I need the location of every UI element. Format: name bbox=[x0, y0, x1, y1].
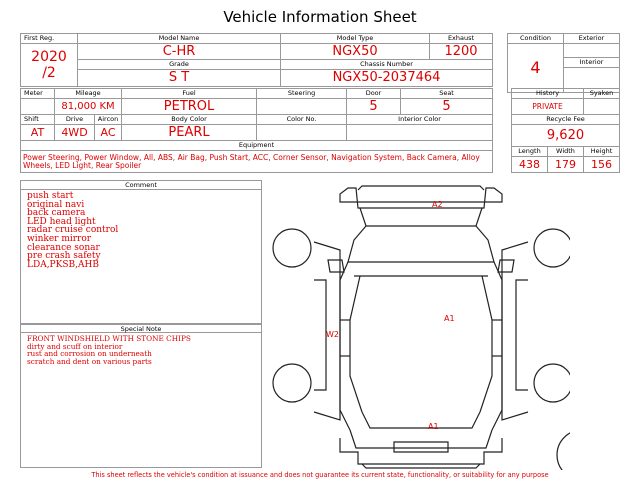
first-reg-label: First Reg. bbox=[21, 34, 78, 44]
chassis-value: NGX50-2037464 bbox=[281, 70, 493, 87]
mileage-label: Mileage bbox=[55, 89, 122, 99]
color-no-value bbox=[257, 125, 347, 141]
width-value: 179 bbox=[548, 157, 584, 173]
chassis-label: Chassis Number bbox=[281, 60, 493, 70]
shift-label: Shift bbox=[21, 115, 55, 125]
exterior-value bbox=[564, 44, 620, 58]
comment-label: Comment bbox=[21, 181, 261, 190]
body-color-label: Body Color bbox=[122, 115, 257, 125]
list-item: winker mirror bbox=[27, 233, 92, 244]
special-note-list bbox=[21, 333, 261, 367]
condition-table bbox=[507, 33, 620, 93]
length-label: Length bbox=[512, 147, 548, 157]
list-item: back camera bbox=[27, 208, 86, 219]
equipment-label: Equipment bbox=[21, 141, 493, 151]
damage-mark-a1-bottom: A1 bbox=[428, 422, 439, 431]
list-item: radar cruise control bbox=[27, 225, 119, 236]
seat-label: Seat bbox=[401, 89, 493, 99]
seat-value: 5 bbox=[401, 99, 493, 115]
model-name-value: C-HR bbox=[78, 44, 281, 60]
model-type-value: NGX50 bbox=[281, 44, 430, 60]
fuel-label: Fuel bbox=[122, 89, 257, 99]
condition-value: 4 bbox=[508, 44, 564, 93]
history-label: History bbox=[512, 89, 584, 99]
list-item: dirty and scuff on interior bbox=[27, 341, 123, 351]
width-label: Width bbox=[548, 147, 584, 157]
color-no-label: Color No. bbox=[257, 115, 347, 125]
door-label: Door bbox=[347, 89, 401, 99]
equipment-value: Power Steering, Power Window, All, ABS, Air Bag, Push Start, ACC, Corner Sensor, Navigation System, Back Camera, Alloy Wheels, LED Light, Rear Spoiler bbox=[21, 151, 493, 173]
recycle-fee-value: 9,620 bbox=[512, 125, 620, 147]
list-item: scratch and dent on various parts bbox=[27, 356, 152, 366]
comment-list bbox=[21, 190, 261, 271]
special-note-box bbox=[20, 324, 262, 468]
model-name-label: Model Name bbox=[78, 34, 281, 44]
drive-value: 4WD bbox=[55, 125, 95, 141]
interior-color-label: Interior Color bbox=[347, 115, 493, 125]
history-table bbox=[511, 88, 620, 173]
list-item: push start bbox=[27, 191, 74, 201]
aircon-value: AC bbox=[95, 125, 122, 141]
height-value: 156 bbox=[584, 157, 620, 173]
condition-label: Condition bbox=[508, 34, 564, 44]
steering-label: Steering bbox=[257, 89, 347, 99]
comment-box bbox=[20, 180, 262, 324]
exterior-label: Exterior bbox=[564, 34, 620, 44]
drive-label: Drive bbox=[55, 115, 95, 125]
list-item: FRONT WINDSHIELD WITH STONE CHIPS bbox=[27, 334, 191, 343]
meter-label: Meter bbox=[21, 89, 55, 99]
list-item: LDA,PKSB,AHB bbox=[27, 259, 99, 270]
list-item: original navi bbox=[27, 199, 85, 210]
shift-value: AT bbox=[21, 125, 55, 141]
damage-mark-a2: A2 bbox=[432, 200, 443, 209]
meter-value bbox=[21, 99, 55, 115]
list-item: clearance sonar bbox=[27, 242, 100, 253]
exhaust-value: 1200 bbox=[430, 44, 493, 60]
interior-label: Interior bbox=[564, 58, 620, 68]
specs-table bbox=[20, 88, 493, 173]
door-value: 5 bbox=[347, 99, 401, 115]
disclaimer-footer: This sheet reflects the vehicle's condition at issuance and does not guarantee its current state, functionality, or suitability for any purpose bbox=[91, 471, 549, 479]
fuel-value: PETROL bbox=[122, 99, 257, 115]
sheet-title: Vehicle Information Sheet bbox=[223, 8, 417, 26]
first-reg-value: 2020 /2 bbox=[21, 44, 78, 87]
special-note-label: Special Note bbox=[21, 324, 261, 333]
grade-label: Grade bbox=[78, 60, 281, 70]
car-outline-icon bbox=[270, 180, 570, 470]
mileage-value: 81,000 KM bbox=[55, 99, 122, 115]
steering-value bbox=[257, 99, 347, 115]
car-diagram bbox=[270, 180, 570, 470]
syaken-label: Syaken bbox=[584, 89, 620, 99]
length-value: 438 bbox=[512, 157, 548, 173]
list-item: LED head light bbox=[27, 216, 96, 227]
vehicle-model-table bbox=[20, 33, 493, 87]
list-item: pre crash safety bbox=[27, 251, 101, 262]
interior-color-value bbox=[347, 125, 493, 141]
exhaust-label: Exhaust bbox=[430, 34, 493, 44]
body-color-value: PEARL bbox=[122, 125, 257, 141]
damage-mark-a1-center: A1 bbox=[444, 314, 455, 323]
recycle-fee-label: Recycle Fee bbox=[512, 115, 620, 125]
grade-value: S T bbox=[78, 70, 281, 87]
history-value: PRIVATE bbox=[512, 99, 584, 115]
aircon-label: Aircon bbox=[95, 115, 122, 125]
damage-mark-w2: W2 bbox=[326, 330, 339, 339]
height-label: Height bbox=[584, 147, 620, 157]
syaken-value bbox=[584, 99, 620, 115]
list-item: rust and corrosion on underneath bbox=[27, 349, 152, 359]
model-type-label: Model Type bbox=[281, 34, 430, 44]
